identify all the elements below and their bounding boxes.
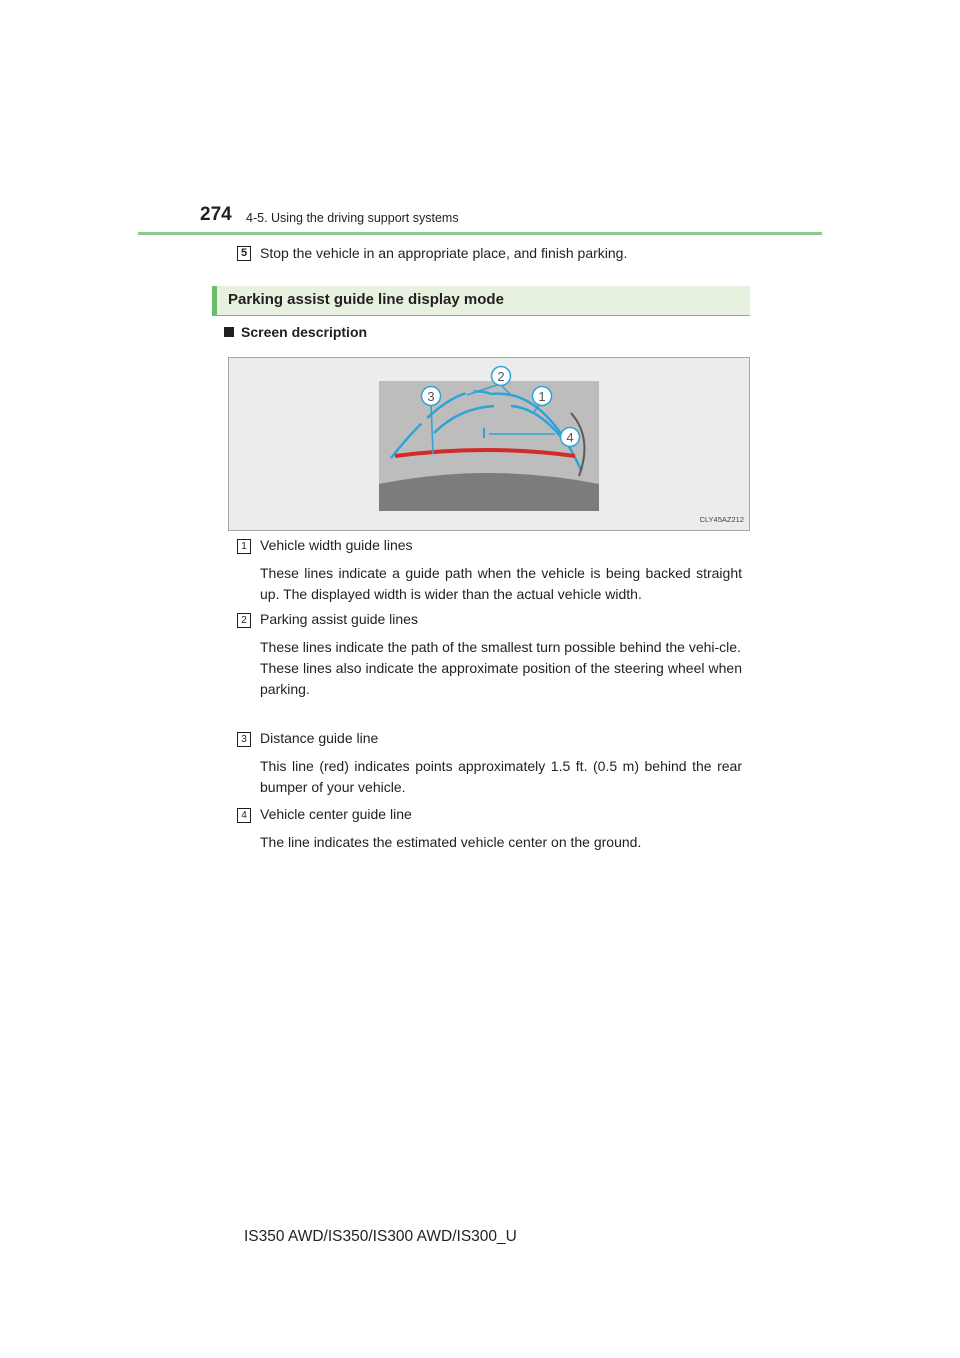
item-title: Distance guide line	[260, 730, 379, 746]
item-number-badge: 1	[237, 539, 251, 554]
callout-3	[422, 387, 441, 406]
camera-screen-figure	[228, 357, 750, 531]
item-title: Vehicle center guide line	[260, 806, 412, 822]
item-number-badge: 3	[237, 732, 251, 747]
callout-label-4: 4	[566, 430, 574, 445]
step-number-badge: 5	[237, 246, 251, 261]
callout-label-3: 3	[427, 389, 435, 404]
step-text: Stop the vehicle in an appropriate place, and finish parking.	[260, 245, 628, 261]
chapter-title: 4-5. Using the driving support systems	[246, 211, 459, 225]
item-title: Vehicle width guide lines	[260, 537, 413, 553]
section-banner	[212, 286, 750, 316]
item-number-badge: 2	[237, 613, 251, 628]
section-title: Parking assist guide line display mode	[228, 291, 504, 308]
item-title: Parking assist guide lines	[260, 611, 418, 627]
callout-1	[533, 387, 552, 406]
subsection-title: Screen description	[241, 324, 368, 340]
item-description: This line (red) indicates points approximately 1.5 ft. (0.5 m) behind the rear bumper of your vehicle.	[260, 758, 742, 795]
figure-code: CLY45AZ212	[699, 515, 744, 524]
page-number: 274	[200, 204, 232, 225]
callout-label-2: 2	[497, 369, 505, 384]
guide-lines-illustration	[229, 358, 751, 532]
rear-bumper	[379, 473, 599, 511]
callout-2	[492, 367, 511, 386]
item-description: These lines indicate a guide path when the vehicle is being backed straight up. The displayed width is wider than the actual vehicle width.	[260, 565, 742, 602]
header-divider	[138, 232, 822, 235]
item-number-badge: 4	[237, 808, 251, 823]
subsection-heading	[224, 324, 367, 340]
footer-model-name: IS350 AWD/IS350/IS300 AWD/IS300_U	[244, 1228, 517, 1245]
callout-label-1: 1	[538, 389, 546, 404]
callout-4	[561, 428, 580, 447]
item-description: The line indicates the estimated vehicle center on the ground.	[260, 834, 642, 850]
square-bullet-icon	[224, 327, 234, 337]
item-description: These lines indicate the path of the smallest turn possible behind the vehi-cle. These lines also indicate the approximate position of the steering wheel when parking.	[260, 639, 742, 697]
